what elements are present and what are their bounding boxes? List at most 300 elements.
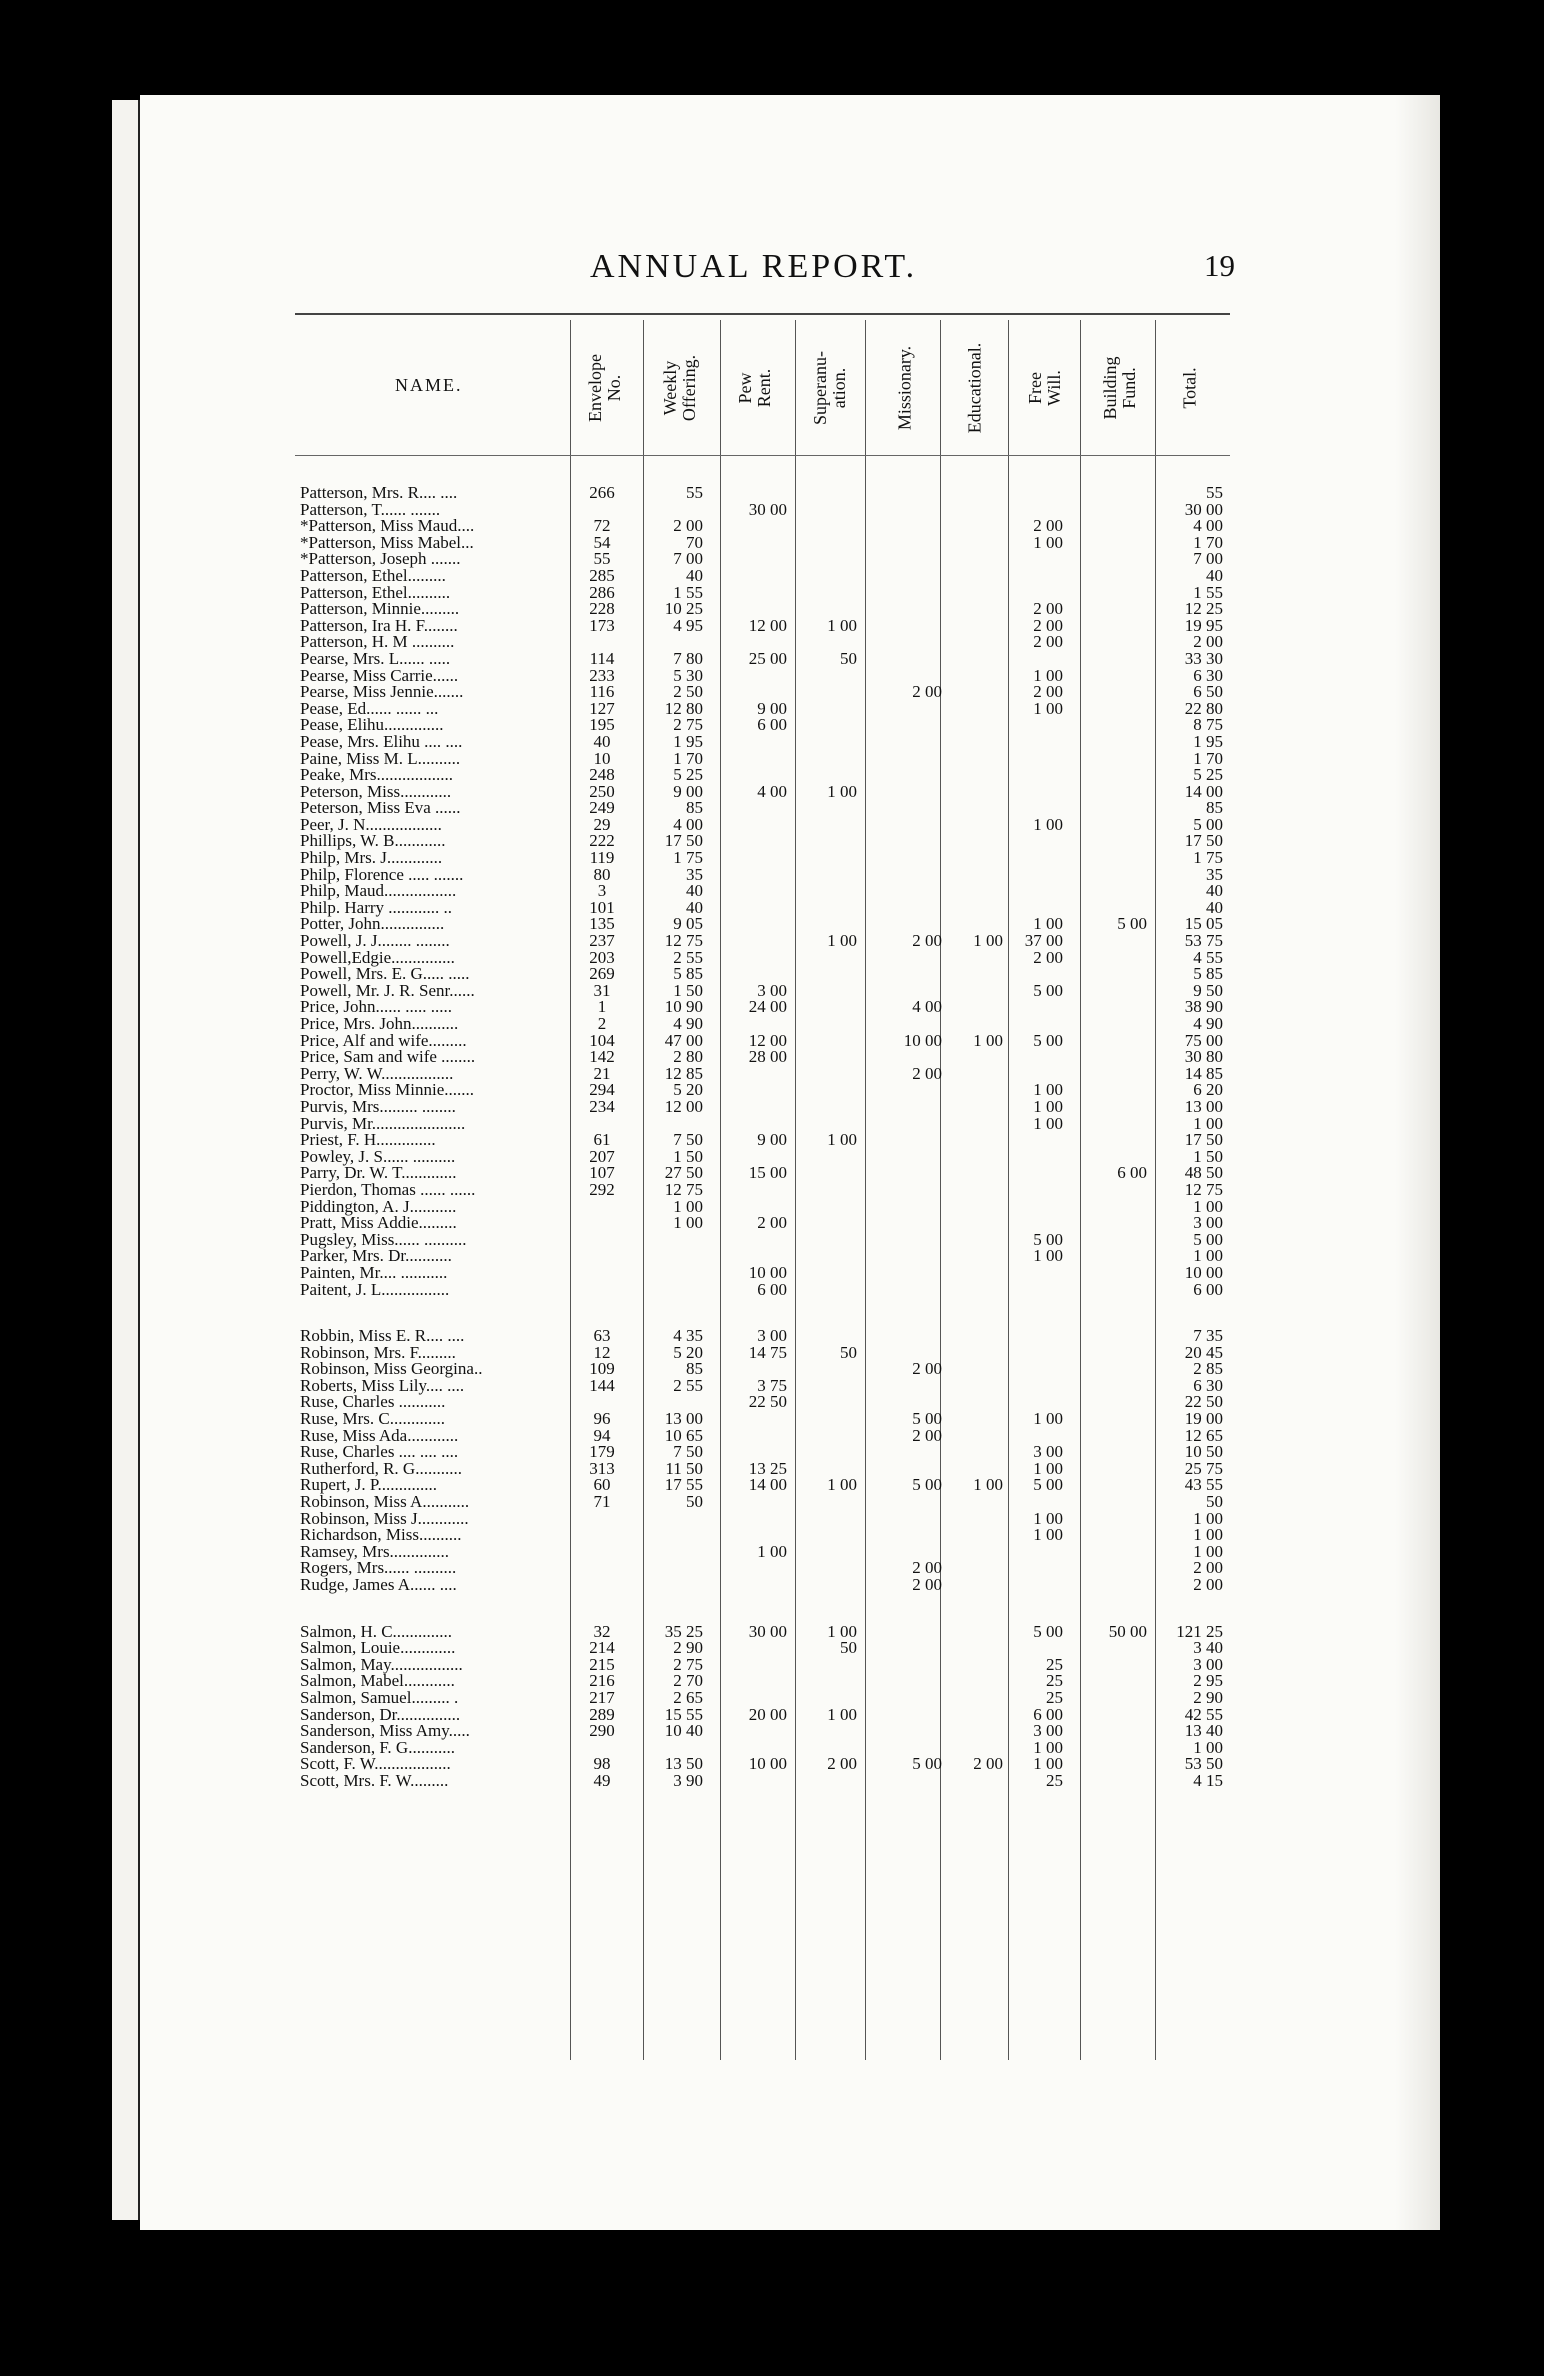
free-will-cell: 25 bbox=[1046, 1770, 1063, 1790]
missionary-cell: 2 00 bbox=[912, 1575, 942, 1594]
envelope-cell: 31 bbox=[593, 980, 611, 1000]
weekly-cell: 1 00 bbox=[673, 1196, 703, 1216]
total-cell: 15 05 bbox=[1184, 914, 1223, 934]
envelope-cell: 292 bbox=[589, 1179, 615, 1199]
weekly-cell: 7 00 bbox=[673, 549, 703, 569]
name-cell: Patterson, Ira H. F........ bbox=[300, 615, 458, 635]
envelope-cell: 233 bbox=[589, 665, 615, 685]
free-will-cell: 5 00 bbox=[1033, 1475, 1063, 1495]
weekly-cell: 2 00 bbox=[673, 516, 703, 536]
free-will-cell: 1 00 bbox=[1033, 1096, 1063, 1116]
weekly-cell: 12 85 bbox=[664, 1063, 703, 1083]
educational-cell: 2 00 bbox=[973, 1754, 1003, 1774]
name-cell: Pierdon, Thomas ...... ...... bbox=[300, 1179, 476, 1199]
weekly-cell: 2 55 bbox=[673, 1375, 703, 1395]
weekly-cell: 2 50 bbox=[673, 682, 703, 702]
name-cell: Robinson, Miss J............ bbox=[300, 1508, 469, 1528]
total-cell: 10 00 bbox=[1184, 1262, 1223, 1282]
pew-rent-cell: 3 00 bbox=[757, 980, 787, 1000]
envelope-cell: 63 bbox=[593, 1326, 611, 1346]
envelope-cell: 237 bbox=[589, 931, 615, 951]
name-cell: Sanderson, Miss Amy..... bbox=[300, 1721, 470, 1741]
total-cell: 50 bbox=[1206, 1492, 1223, 1512]
weekly-cell: 35 25 bbox=[664, 1621, 703, 1641]
weekly-cell: 2 80 bbox=[673, 1047, 703, 1067]
free-will-cell: 1 00 bbox=[1033, 698, 1063, 718]
name-cell: Phillips, W. B............ bbox=[300, 831, 446, 851]
total-cell: 4 15 bbox=[1193, 1770, 1223, 1790]
name-cell: Philp. Harry ............ .. bbox=[300, 897, 453, 917]
name-cell: Peterson, Miss Eva ...... bbox=[300, 798, 461, 818]
weekly-cell: 5 30 bbox=[673, 665, 703, 685]
weekly-cell: 1 00 bbox=[673, 1213, 703, 1233]
building-fund-cell: 5 00 bbox=[1117, 914, 1147, 934]
name-cell: Patterson, Ethel......... bbox=[300, 565, 446, 585]
name-cell: Pearse, Mrs. L...... ..... bbox=[300, 648, 451, 668]
name-cell: *Patterson, Miss Mabel... bbox=[300, 532, 474, 552]
name-cell: Priest, F. H.............. bbox=[300, 1130, 436, 1150]
weekly-cell: 85 bbox=[686, 798, 703, 818]
weekly-cell: 27 50 bbox=[664, 1163, 703, 1183]
name-cell: Patterson, Mrs. R.... .... bbox=[300, 483, 458, 502]
weekly-cell: 40 bbox=[686, 565, 703, 585]
superannuation-cell: 2 00 bbox=[827, 1754, 857, 1774]
total-cell: 1 70 bbox=[1193, 748, 1223, 768]
total-cell: 1 00 bbox=[1193, 1113, 1223, 1133]
name-cell: Ruse, Charles .... .... .... bbox=[300, 1442, 459, 1462]
envelope-cell: 250 bbox=[589, 781, 615, 801]
weekly-cell: 2 75 bbox=[673, 1654, 703, 1674]
weekly-cell: 4 00 bbox=[673, 814, 703, 834]
pew-rent-cell: 14 75 bbox=[748, 1342, 787, 1362]
free-will-cell: 1 00 bbox=[1033, 1080, 1063, 1100]
weekly-cell: 2 55 bbox=[673, 947, 703, 967]
column-header-free-will: Free Will. bbox=[1025, 369, 1064, 406]
column-header-name: NAME. bbox=[395, 375, 463, 395]
superannuation-cell: 1 00 bbox=[827, 781, 857, 801]
free-will-cell: 37 00 bbox=[1024, 931, 1063, 951]
weekly-cell: 10 90 bbox=[664, 997, 703, 1017]
total-cell: 43 55 bbox=[1184, 1475, 1223, 1495]
weekly-cell: 10 40 bbox=[664, 1721, 703, 1741]
free-will-cell: 5 00 bbox=[1033, 1030, 1063, 1050]
name-cell: Peer, J. N.................. bbox=[300, 814, 442, 834]
free-will-cell: 5 00 bbox=[1033, 980, 1063, 1000]
column-header-educational: Educational. bbox=[964, 342, 985, 433]
name-cell: Robinson, Miss A........... bbox=[300, 1492, 470, 1512]
building-fund-cell: 6 00 bbox=[1117, 1163, 1147, 1183]
free-will-cell: 25 bbox=[1046, 1654, 1063, 1674]
weekly-cell: 10 25 bbox=[664, 599, 703, 619]
total-cell: 6 20 bbox=[1193, 1080, 1223, 1100]
total-cell: 17 50 bbox=[1184, 1130, 1223, 1150]
free-will-cell: 3 00 bbox=[1033, 1442, 1063, 1462]
total-cell: 2 95 bbox=[1193, 1671, 1223, 1691]
name-cell: Peake, Mrs.................. bbox=[300, 765, 453, 785]
table-body bbox=[295, 485, 1230, 1790]
name-cell: Perry, W. W................. bbox=[300, 1063, 454, 1083]
envelope-cell: 216 bbox=[589, 1671, 615, 1691]
superannuation-cell: 1 00 bbox=[827, 615, 857, 635]
free-will-cell: 1 00 bbox=[1033, 1525, 1063, 1545]
total-cell: 40 bbox=[1206, 881, 1223, 901]
free-will-cell: 2 00 bbox=[1033, 599, 1063, 619]
name-cell: Salmon, Samuel......... . bbox=[300, 1687, 459, 1707]
name-cell: Ruse, Miss Ada............ bbox=[300, 1425, 459, 1445]
missionary-cell: 2 00 bbox=[912, 1425, 942, 1445]
pew-rent-cell: 30 00 bbox=[748, 499, 787, 519]
envelope-cell: 55 bbox=[593, 549, 611, 569]
envelope-cell: 80 bbox=[593, 864, 611, 884]
missionary-cell: 4 00 bbox=[912, 997, 942, 1017]
total-cell: 2 90 bbox=[1193, 1687, 1223, 1707]
envelope-cell: 207 bbox=[589, 1146, 615, 1166]
name-cell: Pugsley, Miss...... .......... bbox=[300, 1229, 467, 1249]
name-cell: Pearse, Miss Jennie....... bbox=[300, 682, 464, 702]
name-cell: Pease, Elihu.............. bbox=[300, 715, 444, 735]
top-rule bbox=[295, 313, 1230, 315]
weekly-cell: 15 55 bbox=[664, 1704, 703, 1724]
weekly-cell: 12 00 bbox=[664, 1096, 703, 1116]
name-cell: Piddington, A. J........... bbox=[300, 1196, 457, 1216]
name-cell: Patterson, T...... ....... bbox=[300, 499, 441, 519]
name-cell: Robinson, Miss Georgina.. bbox=[300, 1359, 483, 1379]
missionary-cell: 2 00 bbox=[912, 1359, 942, 1379]
superannuation-cell: 50 bbox=[840, 1342, 857, 1362]
total-cell: 6 30 bbox=[1193, 1375, 1223, 1395]
total-cell: 6 50 bbox=[1193, 682, 1223, 702]
name-cell: Powley, J. S...... .......... bbox=[300, 1146, 456, 1166]
pew-rent-cell: 4 00 bbox=[757, 781, 787, 801]
total-cell: 17 50 bbox=[1184, 831, 1223, 851]
column-header-building-fund: Building Fund. bbox=[1100, 355, 1139, 420]
total-cell: 42 55 bbox=[1184, 1704, 1223, 1724]
envelope-cell: 3 bbox=[597, 881, 607, 901]
weekly-cell: 70 bbox=[686, 532, 703, 552]
educational-cell: 1 00 bbox=[973, 1030, 1003, 1050]
total-cell: 6 30 bbox=[1193, 665, 1223, 685]
weekly-cell: 4 90 bbox=[673, 1014, 703, 1033]
name-cell: Pearse, Miss Carrie...... bbox=[300, 665, 459, 685]
total-cell: 7 00 bbox=[1193, 549, 1223, 569]
envelope-cell: 29 bbox=[593, 814, 611, 834]
name-cell: Powell, J. J........ ........ bbox=[300, 931, 450, 951]
pew-rent-cell: 1 00 bbox=[757, 1541, 787, 1561]
total-cell: 1 00 bbox=[1193, 1508, 1223, 1528]
envelope-cell: 179 bbox=[589, 1442, 615, 1462]
weekly-cell: 10 65 bbox=[664, 1425, 703, 1445]
free-will-cell: 1 00 bbox=[1033, 1737, 1063, 1757]
name-cell: Powell,Edgie............... bbox=[300, 947, 455, 967]
total-cell: 1 50 bbox=[1193, 1146, 1223, 1166]
name-cell: Salmon, Mabel............ bbox=[300, 1671, 455, 1691]
contributions-table bbox=[295, 305, 1230, 2075]
weekly-cell: 13 50 bbox=[664, 1754, 703, 1774]
envelope-cell: 101 bbox=[589, 897, 615, 917]
envelope-cell: 40 bbox=[593, 731, 611, 751]
pew-rent-cell: 20 00 bbox=[748, 1704, 787, 1724]
envelope-cell: 49 bbox=[593, 1770, 611, 1790]
page-number: 19 bbox=[1204, 248, 1235, 283]
free-will-cell: 25 bbox=[1046, 1687, 1063, 1707]
weekly-cell: 7 50 bbox=[673, 1130, 703, 1150]
name-cell: Philp, Florence ..... ....... bbox=[300, 864, 464, 884]
free-will-cell: 1 00 bbox=[1033, 1409, 1063, 1429]
total-cell: 2 85 bbox=[1193, 1359, 1223, 1379]
name-cell: Price, John...... ..... ..... bbox=[300, 997, 453, 1017]
pew-rent-cell: 25 00 bbox=[748, 648, 787, 668]
envelope-cell: 248 bbox=[589, 765, 615, 785]
envelope-cell: 222 bbox=[589, 831, 615, 851]
total-cell: 55 bbox=[1206, 483, 1223, 502]
weekly-cell: 1 50 bbox=[673, 1146, 703, 1166]
total-cell: 53 50 bbox=[1184, 1754, 1223, 1774]
pew-rent-cell: 9 00 bbox=[757, 698, 787, 718]
total-cell: 40 bbox=[1206, 897, 1223, 917]
weekly-cell: 1 95 bbox=[673, 731, 703, 751]
name-cell: Robinson, Mrs. F......... bbox=[300, 1342, 456, 1362]
weekly-cell: 2 70 bbox=[673, 1671, 703, 1691]
name-cell: Powell, Mr. J. R. Senr...... bbox=[300, 980, 475, 1000]
name-cell: Paine, Miss M. L.......... bbox=[300, 748, 461, 768]
name-cell: Salmon, Louie............. bbox=[300, 1638, 456, 1658]
total-cell: 4 55 bbox=[1193, 947, 1223, 967]
weekly-cell: 2 75 bbox=[673, 715, 703, 735]
free-will-cell: 1 00 bbox=[1033, 532, 1063, 552]
total-cell: 4 00 bbox=[1193, 516, 1223, 536]
page-title: ANNUAL REPORT. bbox=[590, 248, 918, 285]
pew-rent-cell: 12 00 bbox=[748, 1030, 787, 1050]
pew-rent-cell: 10 00 bbox=[748, 1754, 787, 1774]
name-cell: Pease, Mrs. Elihu .... .... bbox=[300, 731, 463, 751]
name-cell: Ruse, Mrs. C............. bbox=[300, 1409, 445, 1429]
superannuation-cell: 50 bbox=[840, 648, 857, 668]
pew-rent-cell: 12 00 bbox=[748, 615, 787, 635]
weekly-cell: 3 90 bbox=[673, 1770, 703, 1790]
name-cell: Purvis, Mr...................... bbox=[300, 1113, 466, 1133]
free-will-cell: 2 00 bbox=[1033, 682, 1063, 702]
weekly-cell: 9 05 bbox=[673, 914, 703, 934]
column-header-missionary: Missionary. bbox=[894, 345, 915, 430]
weekly-cell: 4 95 bbox=[673, 615, 703, 635]
missionary-cell: 5 00 bbox=[912, 1409, 942, 1429]
envelope-cell: 289 bbox=[589, 1704, 615, 1724]
pew-rent-cell: 6 00 bbox=[757, 1279, 787, 1299]
total-cell: 9 50 bbox=[1193, 980, 1223, 1000]
name-cell: Scott, F. W.................. bbox=[300, 1754, 451, 1774]
name-cell: Rogers, Mrs...... .......... bbox=[300, 1558, 457, 1578]
envelope-cell: 10 bbox=[593, 748, 611, 768]
envelope-cell: 127 bbox=[589, 698, 615, 718]
total-cell: 4 90 bbox=[1193, 1014, 1223, 1033]
total-cell: 13 40 bbox=[1184, 1721, 1223, 1741]
envelope-cell: 60 bbox=[593, 1475, 611, 1495]
envelope-cell: 54 bbox=[593, 532, 611, 552]
free-will-cell: 5 00 bbox=[1033, 1621, 1063, 1641]
weekly-cell: 13 00 bbox=[664, 1409, 703, 1429]
table-row bbox=[295, 1279, 1230, 1299]
total-cell: 40 bbox=[1206, 565, 1223, 585]
total-cell: 38 90 bbox=[1184, 997, 1223, 1017]
free-will-cell: 1 00 bbox=[1033, 1246, 1063, 1266]
weekly-cell: 1 55 bbox=[673, 582, 703, 602]
free-will-cell: 1 00 bbox=[1033, 665, 1063, 685]
envelope-cell: 290 bbox=[589, 1721, 615, 1741]
free-will-cell: 1 00 bbox=[1033, 1754, 1063, 1774]
name-cell: Rupert, J. P.............. bbox=[300, 1475, 437, 1495]
superannuation-cell: 50 bbox=[840, 1638, 857, 1658]
weekly-cell: 9 00 bbox=[673, 781, 703, 801]
weekly-cell: 2 65 bbox=[673, 1687, 703, 1707]
name-cell: Proctor, Miss Minnie....... bbox=[300, 1080, 475, 1100]
envelope-cell: 249 bbox=[589, 798, 615, 818]
envelope-cell: 234 bbox=[589, 1096, 615, 1116]
column-header-pew-rent: Pew Rent. bbox=[735, 368, 774, 407]
weekly-cell: 5 85 bbox=[673, 964, 703, 984]
free-will-cell: 2 00 bbox=[1033, 947, 1063, 967]
name-cell: Parry, Dr. W. T............. bbox=[300, 1163, 457, 1183]
missionary-cell: 2 00 bbox=[912, 682, 942, 702]
weekly-cell: 4 35 bbox=[673, 1326, 703, 1346]
weekly-cell: 35 bbox=[686, 864, 703, 884]
missionary-cell: 5 00 bbox=[912, 1475, 942, 1495]
weekly-cell: 5 20 bbox=[673, 1342, 703, 1362]
weekly-cell: 5 25 bbox=[673, 765, 703, 785]
table-row bbox=[295, 731, 1230, 751]
envelope-cell: 107 bbox=[589, 1163, 615, 1183]
name-cell: Richardson, Miss.......... bbox=[300, 1525, 462, 1545]
total-cell: 1 95 bbox=[1193, 731, 1223, 751]
weekly-cell: 7 80 bbox=[673, 648, 703, 668]
total-cell: 2 00 bbox=[1193, 1575, 1223, 1594]
total-cell: 121 25 bbox=[1176, 1621, 1223, 1641]
book-spine bbox=[112, 100, 141, 2220]
pew-rent-cell: 15 00 bbox=[748, 1163, 787, 1183]
total-cell: 53 75 bbox=[1184, 931, 1223, 951]
superannuation-cell: 1 00 bbox=[827, 931, 857, 951]
pew-rent-cell: 3 75 bbox=[757, 1375, 787, 1395]
name-cell: Paitent, J. L................ bbox=[300, 1279, 450, 1299]
pew-rent-cell: 13 25 bbox=[748, 1458, 787, 1478]
total-cell: 7 35 bbox=[1193, 1326, 1223, 1346]
page-edge-shade bbox=[1395, 95, 1440, 2230]
total-cell: 1 70 bbox=[1193, 532, 1223, 552]
name-cell: Philp, Maud................. bbox=[300, 881, 457, 901]
free-will-cell: 2 00 bbox=[1033, 632, 1063, 652]
free-will-cell: 25 bbox=[1046, 1671, 1063, 1691]
free-will-cell: 5 00 bbox=[1033, 1229, 1063, 1249]
envelope-cell: 1 bbox=[597, 997, 607, 1017]
total-cell: 1 00 bbox=[1193, 1541, 1223, 1561]
envelope-cell: 72 bbox=[593, 516, 611, 536]
total-cell: 5 00 bbox=[1193, 814, 1223, 834]
superannuation-cell: 1 00 bbox=[827, 1475, 857, 1495]
weekly-cell: 12 75 bbox=[664, 1179, 703, 1199]
total-cell: 3 00 bbox=[1193, 1654, 1223, 1674]
weekly-cell: 55 bbox=[686, 483, 703, 502]
total-cell: 3 00 bbox=[1193, 1213, 1223, 1233]
column-header-superannuation: Superanu- ation. bbox=[810, 350, 849, 425]
envelope-cell: 21 bbox=[593, 1063, 611, 1083]
name-cell: Price, Alf and wife......... bbox=[300, 1030, 467, 1050]
envelope-cell: 109 bbox=[589, 1359, 615, 1379]
envelope-cell: 104 bbox=[589, 1030, 615, 1050]
weekly-cell: 40 bbox=[686, 897, 703, 917]
free-will-cell: 3 00 bbox=[1033, 1721, 1063, 1741]
column-header-total: Total. bbox=[1179, 366, 1200, 409]
envelope-cell: 228 bbox=[589, 599, 615, 619]
total-cell: 3 40 bbox=[1193, 1638, 1223, 1658]
name-cell: Salmon, May................. bbox=[300, 1654, 463, 1674]
total-cell: 12 25 bbox=[1184, 599, 1223, 619]
name-cell: Salmon, H. C.............. bbox=[300, 1621, 453, 1641]
total-cell: 5 00 bbox=[1193, 1229, 1223, 1249]
total-cell: 30 80 bbox=[1184, 1047, 1223, 1067]
name-cell: Pease, Ed...... ...... ... bbox=[300, 698, 439, 718]
weekly-cell: 2 90 bbox=[673, 1638, 703, 1658]
name-cell: Patterson, Ethel.......... bbox=[300, 582, 451, 602]
name-cell: Potter, John............... bbox=[300, 914, 445, 934]
envelope-cell: 173 bbox=[589, 615, 615, 635]
total-cell: 1 55 bbox=[1193, 582, 1223, 602]
total-cell: 85 bbox=[1206, 798, 1223, 818]
weekly-cell: 5 20 bbox=[673, 1080, 703, 1100]
name-cell: *Patterson, Joseph ....... bbox=[300, 549, 461, 569]
envelope-cell: 98 bbox=[593, 1754, 611, 1774]
column-header-envelope: Envelope No. bbox=[585, 353, 624, 422]
envelope-cell: 94 bbox=[593, 1425, 611, 1445]
free-will-cell: 1 00 bbox=[1033, 914, 1063, 934]
total-cell: 19 95 bbox=[1184, 615, 1223, 635]
envelope-cell: 285 bbox=[589, 565, 615, 585]
free-will-cell: 6 00 bbox=[1033, 1704, 1063, 1724]
total-cell: 6 00 bbox=[1193, 1279, 1223, 1299]
table-row bbox=[295, 1577, 1230, 1594]
total-cell: 33 30 bbox=[1184, 648, 1223, 668]
building-fund-cell: 50 00 bbox=[1108, 1621, 1147, 1641]
weekly-cell: 47 00 bbox=[664, 1030, 703, 1050]
total-cell: 22 50 bbox=[1184, 1392, 1223, 1412]
envelope-cell: 12 bbox=[593, 1342, 611, 1362]
pew-rent-cell: 28 00 bbox=[748, 1047, 787, 1067]
total-cell: 20 45 bbox=[1184, 1342, 1223, 1362]
name-cell: Purvis, Mrs......... ........ bbox=[300, 1096, 456, 1116]
envelope-cell: 203 bbox=[589, 947, 615, 967]
table-row bbox=[295, 1770, 1230, 1790]
total-cell: 25 75 bbox=[1184, 1458, 1223, 1478]
weekly-cell: 85 bbox=[686, 1359, 703, 1379]
weekly-cell: 50 bbox=[686, 1492, 703, 1512]
envelope-cell: 114 bbox=[589, 648, 615, 668]
weekly-cell: 17 50 bbox=[664, 831, 703, 851]
envelope-cell: 2 bbox=[597, 1014, 607, 1033]
envelope-cell: 144 bbox=[589, 1375, 615, 1395]
pew-rent-cell: 9 00 bbox=[757, 1130, 787, 1150]
weekly-cell: 11 50 bbox=[665, 1458, 703, 1478]
name-cell: Peterson, Miss............ bbox=[300, 781, 452, 801]
envelope-cell: 61 bbox=[593, 1130, 611, 1150]
pew-rent-cell: 24 00 bbox=[748, 997, 787, 1017]
name-cell: Philp, Mrs. J............. bbox=[300, 848, 443, 868]
total-cell: 13 00 bbox=[1184, 1096, 1223, 1116]
name-cell: Powell, Mrs. E. G..... ..... bbox=[300, 964, 470, 984]
pew-rent-cell: 22 50 bbox=[748, 1392, 787, 1412]
weekly-cell: 1 50 bbox=[673, 980, 703, 1000]
pew-rent-cell: 14 00 bbox=[748, 1475, 787, 1495]
total-cell: 2 00 bbox=[1193, 632, 1223, 652]
total-cell: 1 75 bbox=[1193, 848, 1223, 868]
envelope-cell: 286 bbox=[589, 582, 615, 602]
